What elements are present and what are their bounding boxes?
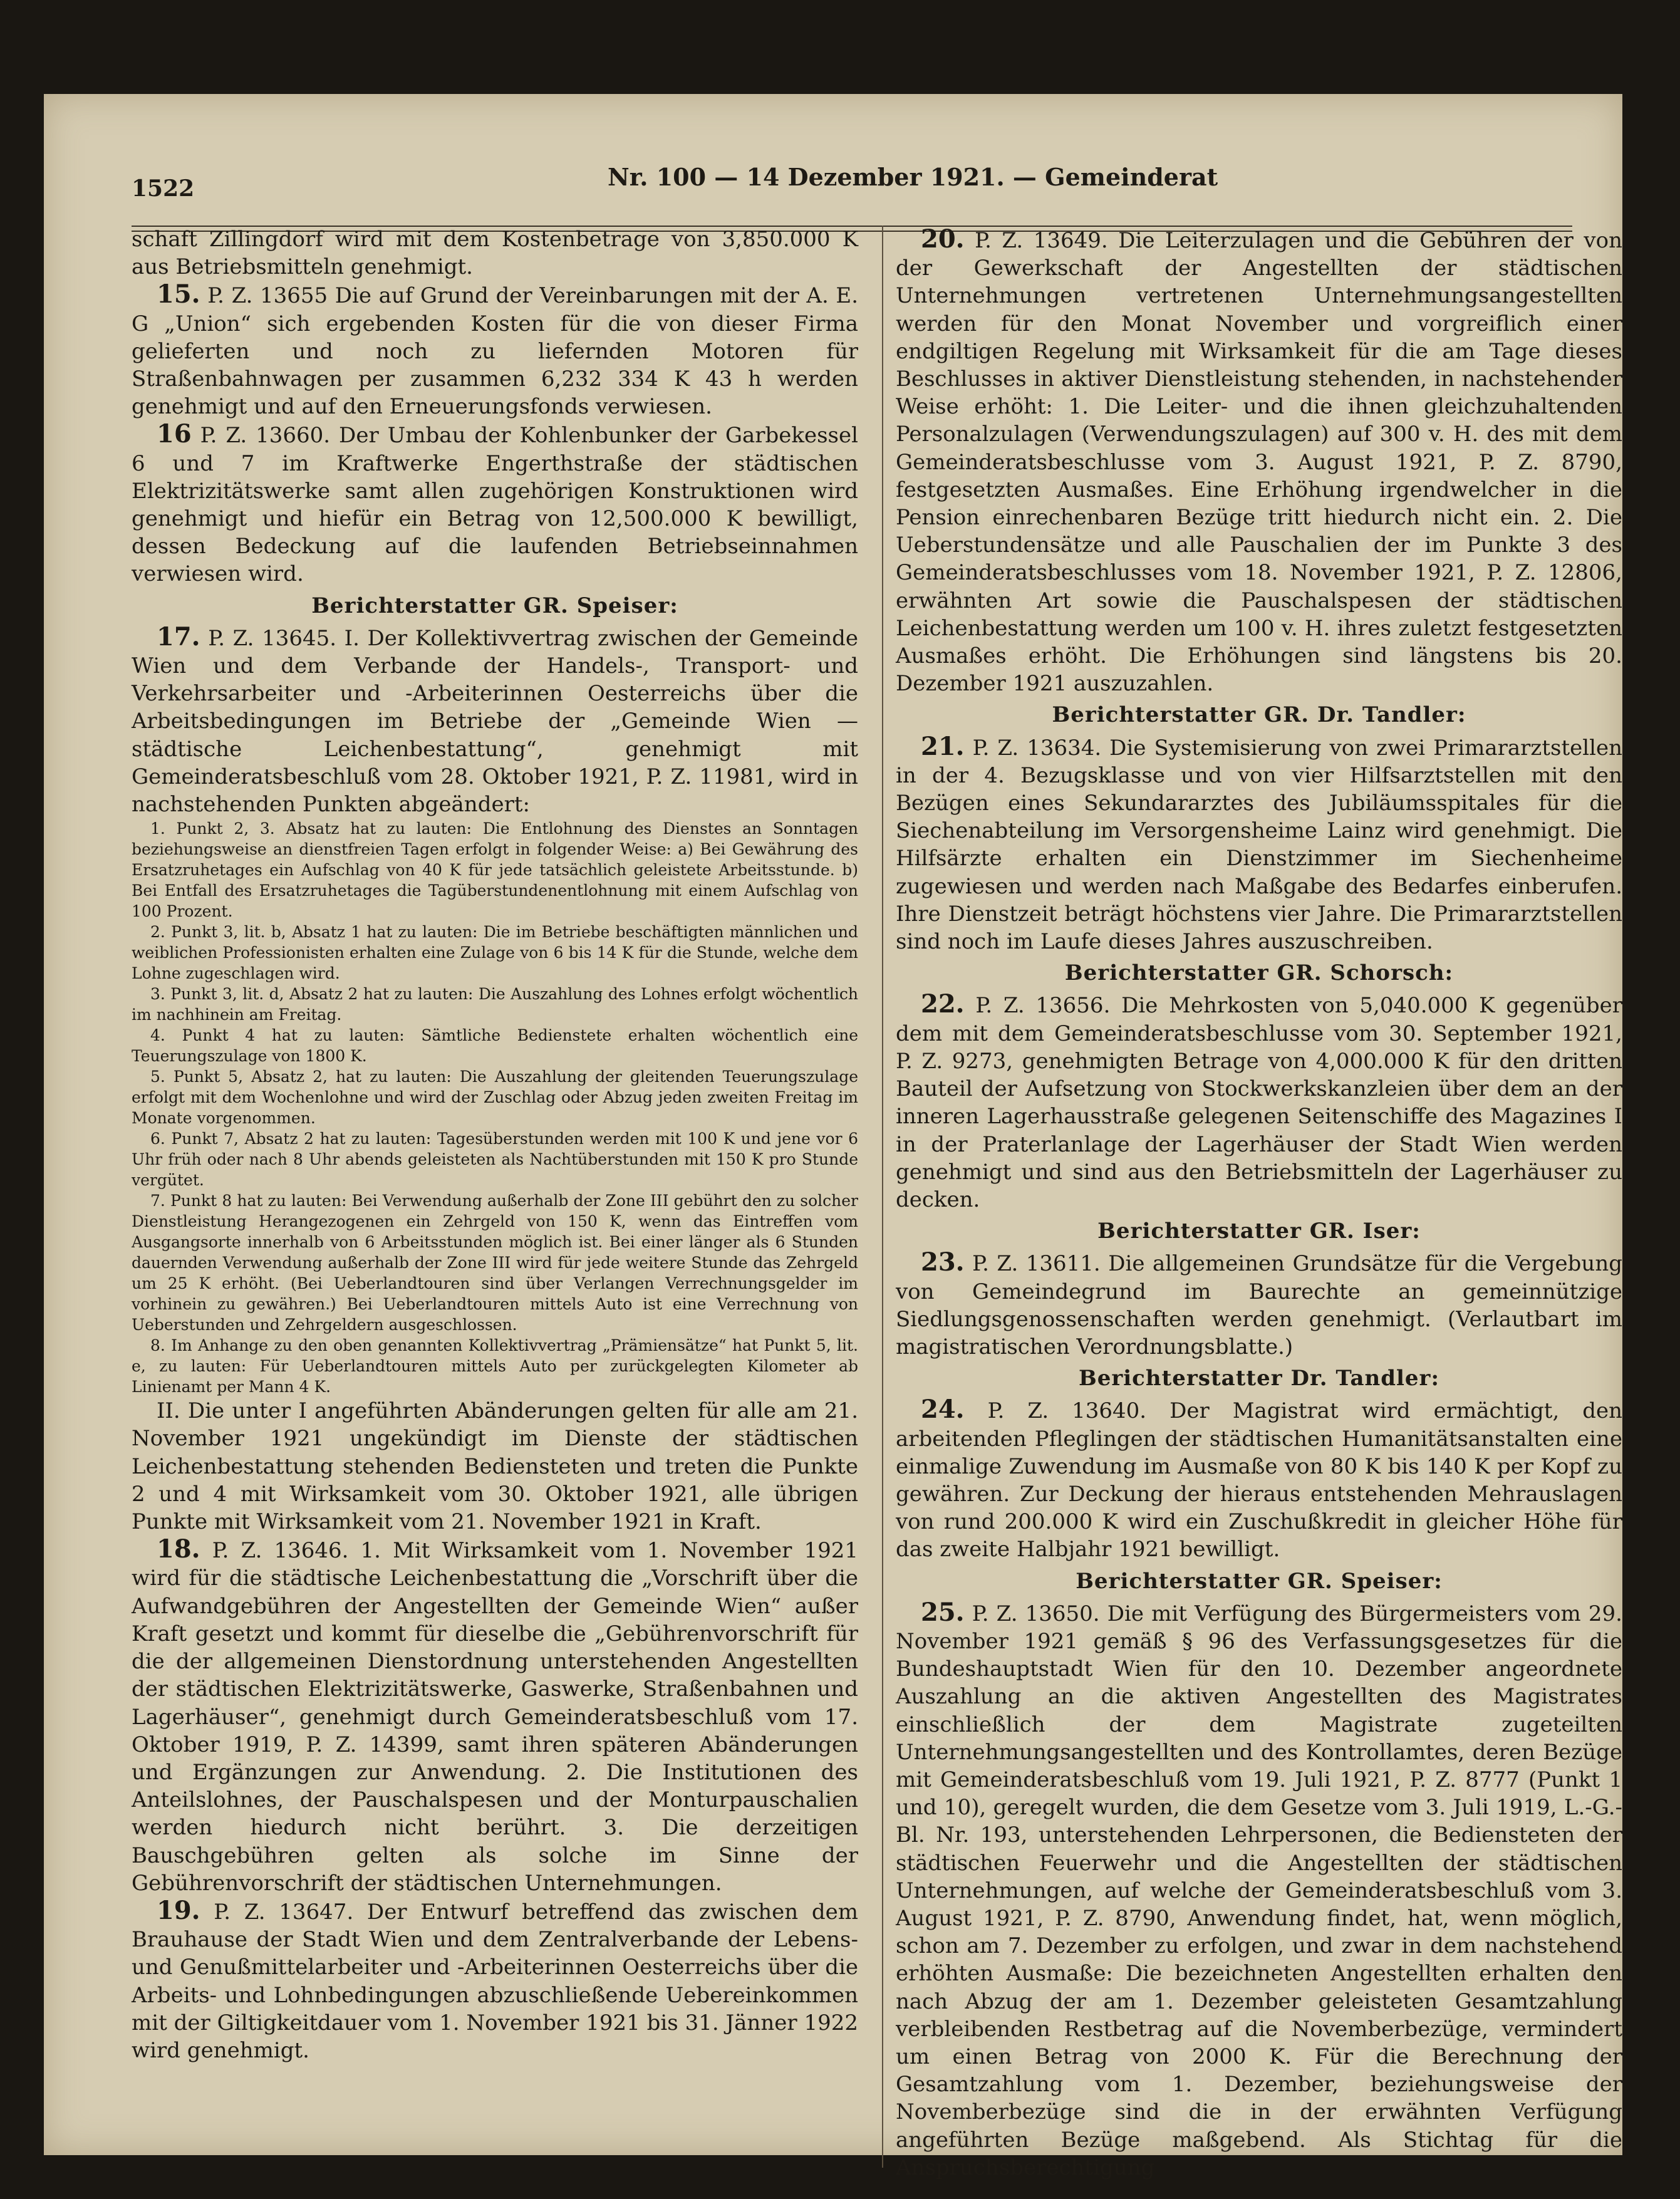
item-number: 17. [157,621,200,652]
newspaper-page [44,94,1623,2180]
resolution-item [896,226,1622,697]
item-text: P. Z. 13646. 1. Mit Wirksamkeit vom 1. November 1921 wird für die städtische Leichenbestattung die „Vorschrift über die Aufwandgebühren der Angestellten der Gemeinde Wien“ außer Kraft gesetzt und kommt für dieselbe die „Gebührenvorschrift für die der allgemeinen Dienstordnung unterstehenden Angestellten der städtischen Elektrizitätswerke, Gaswerke, Straßenbahnen und Lagerhäuser“, genehmigt durch Gemeinderatsbeschluß vom 17. Oktober 1919, P. Z. 14399, samt ihren späteren Abänderungen und Ergänzungen zur Anwendung. 2. Die Institutionen des Anteilslohnes, der Pauschalspesen und der Monturpauschalien werden hiedurch nicht berührt. 3. Die derzeitigen Bauschgebühren gelten als solche im Sinne der Gebührenvorschrift der städtischen Unternehmungen. [132,1538,858,1896]
contract-clause: 6. Punkt 7, Absatz 2 hat zu lauten: Tagesüberstunden werden mit 100 K und jene vor 6 Uhr früh oder nach 8 Uhr abends geleisteten als Nachtüberstunden mit 150 K pro Stunde vergütet. [132,1130,858,1190]
item-text: P. Z. 13650. Die mit Verfügung des Bürgermeisters vom 29. November 1921 gemäß § 96 des Verfassungsgesetzes für die Bundeshauptstadt Wien für den 10. Dezember angeordnete Auszahlung an die aktiven Angestellten des Magistrates einschließlich der dem Magistrate zugeteilten Unternehmungsangestellten und des Kontrollamtes, deren Bezüge mit Gemeinderatsbeschluß vom 19. Juli 1921, P. Z. 8777 (Punkt 1 und 10), geregelt wurden, die dem Gesetze vom 3. Juli 1919, L.-G.-Bl. Nr. 193, unterstehenden Lehrpersonen, die Bediensteten der städtischen Feuerwehr und die Angestellten der städtischen Unternehmungen, auf welche der Gemeinderatsbeschluß vom 3. August 1921, P. Z. 8790, Anwendung findet, hat, wenn möglich, schon am 7. Dezember zu erfolgen, und zwar in dem nachstehend erhöhten Ausmaße: Die bezeichneten Angestellten erhalten den nach Abzug der am 1. Dezember geleisteten Gesamtzahlung verbleibenden Restbetrag auf die Novemberbezüge, vermindert um einen Betrag von 2000 K. Für die Berechnung der Gesamtzahlung vom 1. Dezember, beziehungsweise der Novemberbezüge sind die in der erwähnten Verfügung angeführten Bezüge maßgebend. Als Stichtag für die Anspruchsberechtigung [896,1601,1622,2180]
item-number: 16 [157,419,192,449]
resolution-item [896,1249,1622,1361]
item-number: 21. [921,731,965,761]
item-text: P. Z. 13640. Der Magistrat wird ermächtigt, den arbeitenden Pfleglingen der städtischen Humanitätsanstalten eine einmalige Zuwendung im Ausmaße von 80 K bis 140 K per Kopf zu gewähren. Zur Deckung der hieraus entstehenden Mehrauslagen von rund 200.000 K wird ein Zuschußkredit in gleicher Höhe für das zweite Halbjahr 1921 bewilligt. [896,1398,1623,1562]
item-text: P. Z. 13656. Die Mehrkosten von 5,040.000 K gegenüber dem mit dem Gemeinderatsbeschlusse vom 30. September 1921, P. Z. 9273, genehmigten Betrage von 4,000.000 K für den dritten Bauteil der Aufsetzung von Stockwerkskanzleien über dem an der inneren Lagerhausstraße gelegenen Seitenschiffe des Magazines I in der Praterlanlage der Lagerhäuser der Stadt Wien werden genehmigt und sind aus den Betriebsmitteln der Lagerhäuser zu decken. [896,993,1622,1212]
paragraph: II. Die unter I angeführten Abänderungen gelten für alle am 21. November 1921 ungekündigt im Dienste der städtischen Leichenbestattung stehenden Bediensteten und treten die Punkte 2 und 4 mit Wirksamkeit vom 30. Oktober 1921, alle übrigen Punkte mit Wirksamkeit vom 21. November 1921 in Kraft. [132,1398,858,1535]
resolution-item [132,420,858,588]
speaker-heading: Berichterstatter GR. Iser: [1097,1219,1421,1244]
item-text: P. Z. 13611. Die allgemeinen Grundsätze für die Vergebung von Gemeindegrund im Baurechte an gemeinnützige Siedlungsgenossenschaften werden genehmigt. (Verlautbart im magistratischen Verordnungsblatte.) [896,1251,1622,1359]
right-column [896,226,1622,2181]
contract-clause: 4. Punkt 4 hat zu lauten: Sämtliche Bedienstete erhalten wöchentlich eine Teuerungszulage von 1800 K. [132,1026,858,1066]
contract-clause: 3. Punkt 3, lit. d, Absatz 2 hat zu lauten: Die Auszahlung des Lohnes erfolgt wöchentlich im nachhinein am Freitag. [132,985,858,1024]
contract-clause: 1. Punkt 2, 3. Absatz hat zu lauten: Die Entlohnung des Dienstes an Sonntagen beziehungsweise an dienstfreien Tagen erfolgt in folgender Weise: a) Bei Gewährung des Ersatzruhetages ein Aufschlag von 40 K für jede tatsächlich geleistete Arbeitsstunde. b) Bei Entfall des Ersatzruhetages die Tagüberstundenentlohnung mit einem Aufschlag von 100 Prozent. [132,819,858,921]
item-text: P. Z. 13649. Die Leiterzulagen und die Gebühren der von der Gewerkschaft der Angestellten der städtischen Unternehmungen vertretenen Unternehmungsangestellten werden für den Monat November und vorgreiflich einer endgiltigen Regelung mit Wirksamkeit für die am Tage dieses Beschlusses in aktiver Dienstleistung stehenden, in nachstehender Weise erhöht: 1. Die Leiter- und die ihnen gleichzuhaltenden Personalzulagen (Verwendungszulagen) auf 300 v. H. des mit dem Gemeinderatsbeschlusse vom 3. August 1921, P. Z. 8790, festgesetzten Ausmaßes. Eine Erhöhung irgendwelcher in die Pension einrechenbaren Bezüge tritt hiedurch nicht ein. 2. Die Ueberstundensätze und alle Pauschalien der im Punkte 3 des Gemeinderatsbeschlusses vom 18. November 1921, P. Z. 12806, erwähnten Art sowie die Pauschalspesen der städtischen Leichenbestattung werden um 100 v. H. ihres zuletzt festgesetzten Ausmaßes erhöht. Die Erhöhungen sind längstens bis 20. Dezember 1921 auszuzahlen. [896,228,1622,697]
issue-header: Nr. 100 — 14 Dezember 1921. — Gemeinderat [608,163,1218,191]
item-number: 25. [921,1597,965,1627]
resolution-item [132,1536,858,1897]
resolution-item [896,1396,1622,1563]
speaker-heading: Berichterstatter GR. Speiser: [311,593,678,618]
page-number: 1522 [132,175,195,202]
item-text: P. Z. 13634. Die Systemisierung von zwei Primararztstellen in der 4. Bezugsklasse und von vier Hilfsarztstellen mit den Bezügen eines Sekundararztes des Jubiläumsspitales für die Siechenabteilung im Versorgensheime Lainz wird genehmigt. Die Hilfsärzte erhalten ein Dienstzimmer im Siechenheime zugewiesen und werden nach Maßgabe des Bedarfes einberufen. Ihre Dienstzeit beträgt höchstens vier Jahre. Die Primararztstellen sind noch im Laufe dieses Jahres auszuschreiben. [896,735,1622,955]
item-text: P. Z. 13645. I. Der Kollektivvertrag zwischen der Gemeinde Wien und dem Verbande der Handels-, Transport- und Verkehrsarbeiter und -Arbeiterinnen Oesterreichs über die Arbeitsbedingungen im Betriebe der „Gemeinde Wien — städtische Leichenbestattung“, genehmigt mit Gemeinderatsbeschluß vom 28. Oktober 1921, P. Z. 11981, wird in nachstehenden Punkten abgeändert: [132,625,859,818]
resolution-item [896,733,1622,956]
speaker-heading: Berichterstatter Dr. Tandler: [1078,1366,1440,1391]
item-number: 15. [157,279,200,309]
speaker-heading: Berichterstatter GR. Dr. Tandler: [1052,702,1466,728]
item-text: P. Z. 13655 Die auf Grund der Vereinbarungen mit der A. E. G „Union“ sich ergebenden Kosten für die von dieser Firma gelieferten und noch zu liefernden Motoren für Straßenbahnwagen per zusammen 6,232 334 K 43 h werden genehmigt und auf den Erneuerungsfonds verwiesen. [132,283,858,420]
speaker-heading: Berichterstatter GR. Schorsch: [1064,960,1454,986]
resolution-item [896,990,1622,1214]
item-text: P. Z. 13660. Der Umbau der Kohlenbunker der Garbekessel 6 und 7 im Kraftwerke Engerthstraße der städtischen Elektrizitätswerke samt allen zugehörigen Konstruktionen wird genehmigt und hiefür ein Betrag von 12,500.000 K bewilligt, dessen Bedeckung auf die laufenden Betriebseinnahmen verwiesen wird. [132,423,858,587]
resolution-item [896,1599,1622,2181]
column-divider [882,226,883,2168]
item-number: 20. [921,224,965,254]
item-number: 23. [921,1247,965,1277]
item-number: 18. [157,1534,200,1564]
contract-clause: 5. Punkt 5, Absatz 2, hat zu lauten: Die Auszahlung der gleitenden Teuerungszulage erfolgt mit dem Wochenlohne und wird der Zuschlag oder Abzug jeden zweiten Freitag im Monate vorgenommen. [132,1068,858,1128]
left-column [132,226,858,2064]
item-number: 22. [921,989,965,1019]
item-text: P. Z. 13647. Der Entwurf betreffend das zwischen dem Brauhause der Stadt Wien und dem Zentralverbande der Lebens- und Genußmittelarbeiter und -Arbeiterinnen Oesterreichs über die Arbeits- und Lohnbedingungen abzuschließende Uebereinkommen mit der Giltigkeitdauer vom 1. November 1921 bis 31. Jänner 1922 wird genehmigt. [132,1899,858,2063]
continued-paragraph: schaft Zillingdorf wird mit dem Kostenbetrage von 3,850.000 K aus Betriebsmitteln genehmigt. [132,227,858,280]
contract-clause: 2. Punkt 3, lit. b, Absatz 1 hat zu lauten: Die im Betriebe beschäftigten männlichen und weiblichen Professionisten erhalten eine Zulage von 6 bis 14 K für die Stunde, welche dem Lohne zugeschlagen wird. [132,923,858,983]
item-number: 24. [921,1395,965,1425]
page-header [132,150,1572,200]
contract-clause: 7. Punkt 8 hat zu lauten: Bei Verwendung außerhalb der Zone III gebührt den zu solcher Dienstleistung Herangezogenen ein Zehrgeld von 150 K, wenn das Eintreffen vom Ausgangsorte innerhalb von 6 Arbeitsstunden möglich ist. Bei einer länger als 6 Stunden dauernden Verwendung außerhalb der Zone III wird für jede weitere Stunde das Zehrgeld um 25 K erhöht. (Bei Ueberlandtouren sind über Verlangen Verrechnungsgelder im vorhinein zu gewähren.) Bei Ueberlandtouren mittels Auto ist eine Verrechnung von Ueberstunden und Zehrgeldern ausgeschlossen. [132,1192,858,1334]
resolution-item [132,1897,858,2064]
resolution-item [132,623,858,818]
resolution-item [132,281,858,420]
speaker-heading: Berichterstatter GR. Speiser: [1076,1568,1443,1594]
item-number: 19. [157,1895,200,1925]
contract-clause: 8. Im Anhange zu den oben genannten Kollektivvertrag „Prämiensätze“ hat Punkt 5, lit. e, zu lauten: Für Ueberlandtouren mittels Auto per zurückgelegten Kilometer ab Linienamt per Mann 4 K. [132,1336,858,1396]
